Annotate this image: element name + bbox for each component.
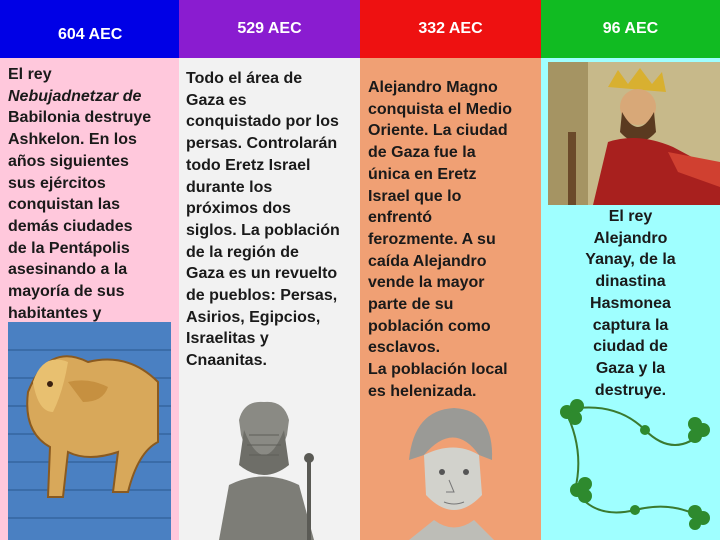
- year-header: 529 AEC: [179, 0, 360, 58]
- athena-bust-image: [374, 400, 524, 540]
- king-painting-image: [548, 62, 720, 205]
- lion-relief-image: [8, 322, 171, 540]
- column-529: [179, 0, 360, 540]
- column-text: El rey Nebujadnetzar de Babilonia destruye Ashkelon. En los años siguientes sus ejércitos conquistan las demás ciudades de la Pentápolis asesinando a la mayoría de sus habitantes y: [8, 66, 152, 322]
- column-text: Todo el área de Gaza es conquistado por los persas. Controlarán todo Eretz Israel durante los próximos dos siglos. La población de la región de Gaza es un revuelto de pueblos: Persas, Asirios, Egipcios, Israelitas y Cnaanitas.: [186, 70, 340, 370]
- column-604: [0, 0, 179, 540]
- column-text: Alejandro Magno conquista el Medio Oriente. La ciudad de Gaza fue la única en Eretz Israel que lo enfrentó ferozmente. A su caída Alejandro vende la mayor parte de su población como esclavos. La población local es helenizada.: [368, 79, 513, 400]
- shamrock-vine-decoration: [555, 390, 715, 530]
- year-header: 332 AEC: [360, 0, 541, 58]
- column-text: El rey Alejandro Yanay, de la dinastina Hasmonea captura la ciudad de Gaza y la destruye.: [585, 208, 676, 399]
- column-332: [360, 0, 541, 540]
- year-header: 96 AEC: [541, 0, 720, 58]
- persian-statue-image: [189, 390, 339, 540]
- year-header: 604 AEC: [0, 8, 179, 62]
- column-96: [541, 0, 720, 540]
